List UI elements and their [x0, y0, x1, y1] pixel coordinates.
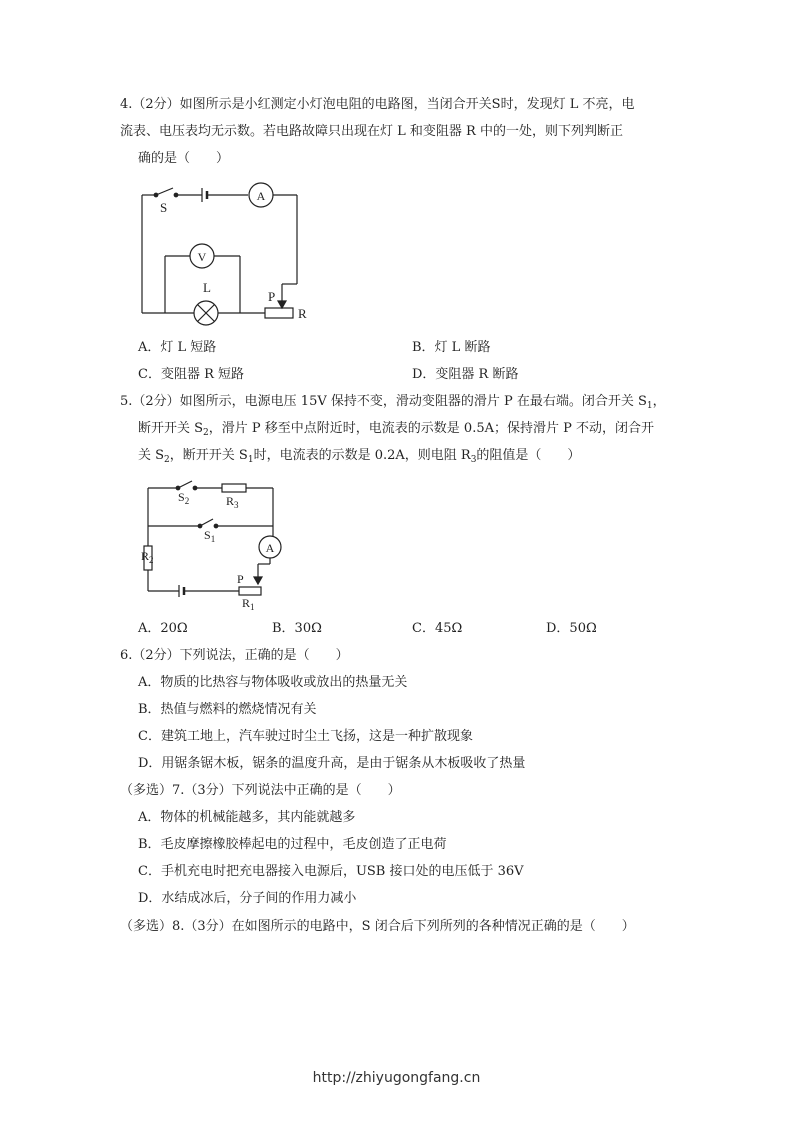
q5-label-s2-sub: 2 [184, 496, 190, 506]
q6-option-d[interactable]: D．用锯条锯木板，锯条的温度升高，是由于锯条从木板吸收了热量 [138, 756, 526, 771]
q5-slider-arrow [254, 577, 262, 584]
q7-option-a[interactable]: A．物体的机械能越多，其内能就越多 [138, 810, 356, 825]
q4-circuit-diagram [130, 176, 330, 331]
q7-option-b[interactable]: B．毛皮摩擦橡胶棒起电的过程中，毛皮创造了正电荷 [138, 837, 447, 852]
q4-rheostat-box [265, 308, 293, 318]
q5-label-s2-main: S [178, 490, 185, 504]
q4-option-b[interactable]: B．灯 L 断路 [412, 340, 491, 355]
q5-label-s1-main: S [204, 528, 211, 542]
q5-line1-end: ， [652, 394, 666, 409]
q4-option-a[interactable]: A．灯 L 短路 [138, 340, 217, 355]
q5-line1-sub: 1 [646, 401, 653, 411]
q5-r1-box [239, 587, 261, 595]
q5-label-s1-sub: 1 [210, 534, 216, 544]
q4-label-p: P [268, 289, 276, 304]
q5-switch-s1-blade [200, 519, 213, 526]
q5-option-a[interactable]: A．20Ω [138, 621, 188, 636]
q4-label-r: R [298, 306, 307, 321]
q5-stem-line3 [138, 447, 580, 469]
q5-option-b[interactable]: B．30Ω [272, 621, 322, 636]
footer-url[interactable]: http://zhiyugongfang.cn [312, 1070, 481, 1086]
q5-line3-sub3: 3 [470, 455, 477, 465]
q5-line2-sub: 2 [203, 428, 209, 438]
q4-slider-arrow [278, 301, 286, 308]
q5-label-s2 [178, 490, 189, 506]
q5-label-r1-main: R [242, 596, 251, 610]
q4-label-s: S [160, 200, 168, 215]
q6-option-c[interactable]: C．建筑工地上，汽车驶过时尘土飞扬，这是一种扩散现象 [138, 729, 473, 744]
q5-label-r3-main: R [226, 494, 235, 508]
q5-line3-sub2: 1 [247, 455, 254, 465]
q5-line2-text: 断开开关 S [138, 421, 204, 436]
q5-option-c[interactable]: C．45Ω [412, 621, 463, 636]
q7-option-d[interactable]: D．水结成冰后，分子间的作用力减小 [138, 891, 357, 906]
q5-line3-text-d: 的阻值是（ ） [476, 448, 581, 463]
q5-label-a: A [265, 541, 275, 555]
q4-option-c[interactable]: C．变阻器 R 短路 [138, 367, 244, 382]
q6-stem: 6.（2分）下列说法，正确的是（ ） [120, 648, 349, 663]
q5-line1-text: 5.（2分）如图所示，电源电压 15V 保持不变，滑动变阻器的滑片 P 在最右端。闭合开关 S [120, 394, 647, 409]
q4-stem-line1: 4.（2分）如图所示是小红测定小灯泡电阻的电路图，当闭合开关S时，发现灯 L 不亮，电 [120, 97, 635, 112]
q7-stem: （多选）7.（3分）下列说法中正确的是（ ） [120, 783, 401, 798]
q5-line3-text-c: 时，电流表的示数是 0.2A，则电阻 R [253, 448, 471, 463]
q5-line3-text-a: 关 S [138, 448, 165, 463]
q4-label-v: V [197, 250, 207, 264]
q5-label-s1 [204, 528, 215, 544]
q4-stem-line2: 流表、电压表均无示数。若电路故障只出现在灯 L 和变阻器 R 中的一处，则下列判断正 [120, 124, 623, 139]
q5-label-r2-sub: 2 [149, 555, 154, 565]
q8-stem: （多选）8.（3分）在如图所示的电路中，S 闭合后下列所列的各种情况正确的是（ ） [120, 919, 635, 934]
q5-r3-box [222, 484, 246, 492]
q5-line2-end: ，滑片 P 移至中点附近时，电流表的示数是 0.5A；保持滑片 P 不动，闭合开 [208, 421, 654, 436]
q5-label-r3 [226, 494, 239, 510]
q7-option-c[interactable]: C．手机充电时把充电器接入电源后，USB 接口处的电压低于 36V [138, 864, 524, 879]
q5-circuit-diagram [136, 474, 296, 614]
q4-stem-line3: 确的是（ ） [138, 151, 230, 166]
q4-label-a: A [256, 189, 266, 203]
q5-label-r2-main: R [141, 549, 150, 563]
q5-label-p: P [237, 572, 244, 586]
q4-option-d[interactable]: D．变阻器 R 断路 [412, 367, 519, 382]
q5-switch-s2-blade [178, 481, 192, 488]
q5-label-r1-sub: 1 [250, 602, 255, 612]
q5-label-r3-sub: 3 [234, 500, 239, 510]
q6-option-b[interactable]: B．热值与燃料的燃烧情况有关 [138, 702, 317, 717]
q5-option-d[interactable]: D．50Ω [546, 621, 597, 636]
q5-label-r1 [242, 596, 255, 612]
q5-stem-line2 [138, 420, 654, 442]
q5-line3-sub1: 2 [164, 455, 170, 465]
q6-option-a[interactable]: A．物质的比热容与物体吸收或放出的热量无关 [138, 675, 408, 690]
q5-line3-text-b: ，断开开关 S [169, 448, 248, 463]
q4-label-l: L [203, 280, 211, 295]
q4-switch-s-blade [156, 188, 173, 195]
q5-stem-line1 [120, 393, 666, 415]
